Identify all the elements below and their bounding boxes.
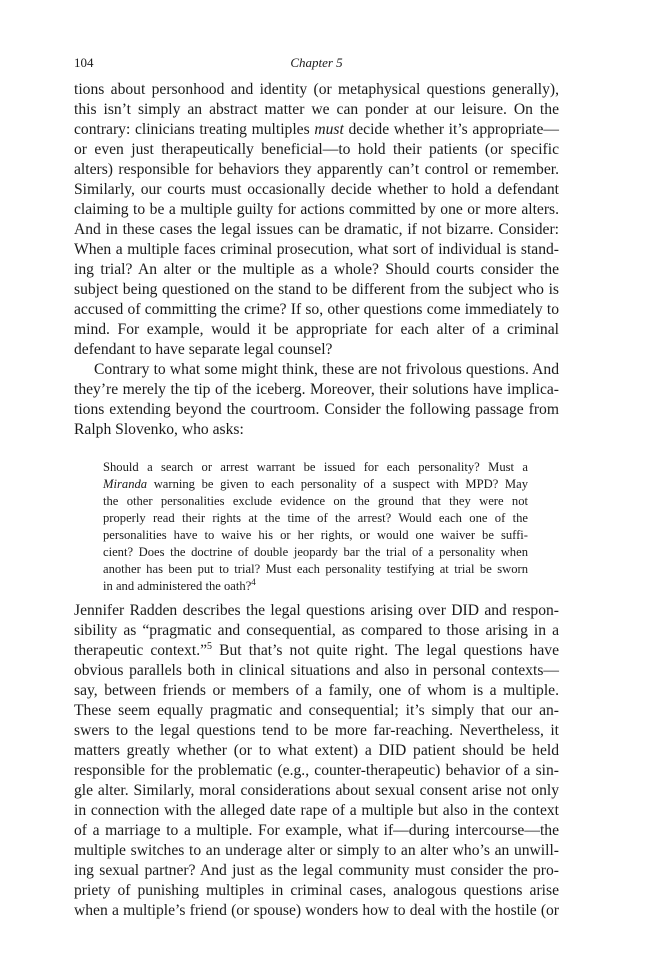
- text-line: mind. For example, would it be appropriate for each alter of a criminal: [74, 321, 559, 338]
- quote-line: personalities have to waive his or her rights, or would one waiver be suffi-: [103, 528, 528, 542]
- text-line: say, between friends or members of a family, one of whom is a multiple.: [74, 682, 559, 699]
- text-line: this isn’t simply an abstract matter we can ponder at our leisure. On the: [74, 101, 559, 118]
- text-line: accused of committing the crime? If so, other questions come immediately to: [74, 301, 559, 318]
- text-span: decide whether it’s appropriate—: [343, 121, 559, 138]
- text-line: Ralph Slovenko, who asks:: [74, 421, 244, 438]
- text-span: But that’s not quite right. The legal questions have: [212, 642, 559, 659]
- text-line: multiple switches to an underage alter or simply to an alter who’s an unwill-: [74, 842, 559, 859]
- text-line: Contrary to what some might think, these are not frivolous questions. And: [94, 361, 559, 378]
- text-line: of a marriage to a multiple. For example, what if—during intercourse—the: [74, 822, 559, 839]
- text-span: therapeutic context.”: [74, 642, 208, 659]
- text-span: warning be given to each personality of a suspect with MPD? May: [147, 477, 528, 491]
- page-header: [74, 55, 559, 73]
- footnote-reference[interactable]: 5: [207, 641, 213, 652]
- running-head: Chapter 5: [290, 55, 343, 70]
- text-line: when a multiple’s friend (or spouse) wonders how to deal with the hostile (or: [74, 902, 559, 919]
- text-line: gle alter. Similarly, moral considerations about sexual consent arise not only: [74, 782, 559, 799]
- text-line: in connection with the alleged date rape of a multiple but also in the context: [74, 802, 559, 819]
- text-line: sibility as “pragmatic and consequential, as compared to those arising in a: [74, 622, 559, 639]
- quote-line: another has been put to trial? Must each personality testifying at trial be sworn: [103, 562, 528, 576]
- emphasized-word: must: [314, 121, 344, 138]
- footnote-reference[interactable]: 4: [251, 577, 256, 587]
- text-line: These seem equally pragmatic and consequential; it’s simply that our an-: [74, 702, 559, 719]
- page-number: 104: [74, 55, 94, 70]
- emphasized-word: Miranda: [103, 477, 148, 491]
- text-line: claiming to be a multiple guilty for actions committed by one or more alters.: [74, 201, 559, 218]
- text-line: Jennifer Radden describes the legal questions arising over DID and respon-: [74, 602, 559, 619]
- text-line: When a multiple faces criminal prosecution, what sort of individual is stand-: [74, 241, 559, 258]
- text-line: Similarly, our courts must occasionally decide whether to hold a defendant: [74, 181, 559, 198]
- text-line: subject being questioned on the stand to be different from the subject who is: [74, 281, 559, 298]
- text-line: ing sexual partner? And just as the legal community must consider the pro-: [74, 862, 559, 879]
- text-line: responsible for the problematic (e.g., counter-therapeutic) behavior of a sin-: [74, 762, 559, 779]
- quote-line: cient? Does the doctrine of double jeopardy bar the trial of a personality when: [103, 545, 528, 559]
- text-line: tions extending beyond the courtroom. Consider the following passage from: [74, 401, 559, 418]
- quote-line: [103, 578, 528, 595]
- quote-line: Should a search or arrest warrant be issued for each personality? Must a: [103, 460, 528, 474]
- text-line: or even just therapeutically beneficial—to hold their patients (or specific: [74, 141, 559, 158]
- text-line: they’re merely the tip of the iceberg. Moreover, their solutions have implica-: [74, 381, 559, 398]
- text-line: swers to the legal questions tend to be more far-reaching. Nevertheless, it: [74, 722, 559, 739]
- text-span: in and administered the oath?: [103, 579, 252, 593]
- text-line: [74, 641, 559, 661]
- text-line: obvious parallels both in clinical situations and also in personal contexts—: [74, 662, 559, 679]
- quote-line: properly read their rights at the time of the arrest? Would each one of the: [103, 511, 528, 525]
- text-line: [74, 120, 559, 140]
- quote-line: the other personalities exclude evidence on the ground that they were not: [103, 494, 528, 508]
- text-line: tions about personhood and identity (or metaphysical questions generally),: [74, 81, 559, 98]
- text-line: ing trial? An alter or the multiple as a whole? Should courts consider the: [74, 261, 559, 278]
- text-line: matters greatly whether (or to what extent) a DID patient should be held: [74, 742, 559, 759]
- text-line: defendant to have separate legal counsel?: [74, 341, 333, 358]
- text-line: And in these cases the legal issues can be dramatic, if not bizarre. Consider:: [74, 221, 559, 238]
- quote-line: [103, 476, 528, 493]
- text-line: alters) responsible for behaviors they apparently can’t control or remember.: [74, 161, 559, 178]
- text-span: contrary: clinicians treating multiples: [74, 121, 315, 138]
- text-line: priety of punishing multiples in criminal cases, analogous questions arise: [74, 882, 559, 899]
